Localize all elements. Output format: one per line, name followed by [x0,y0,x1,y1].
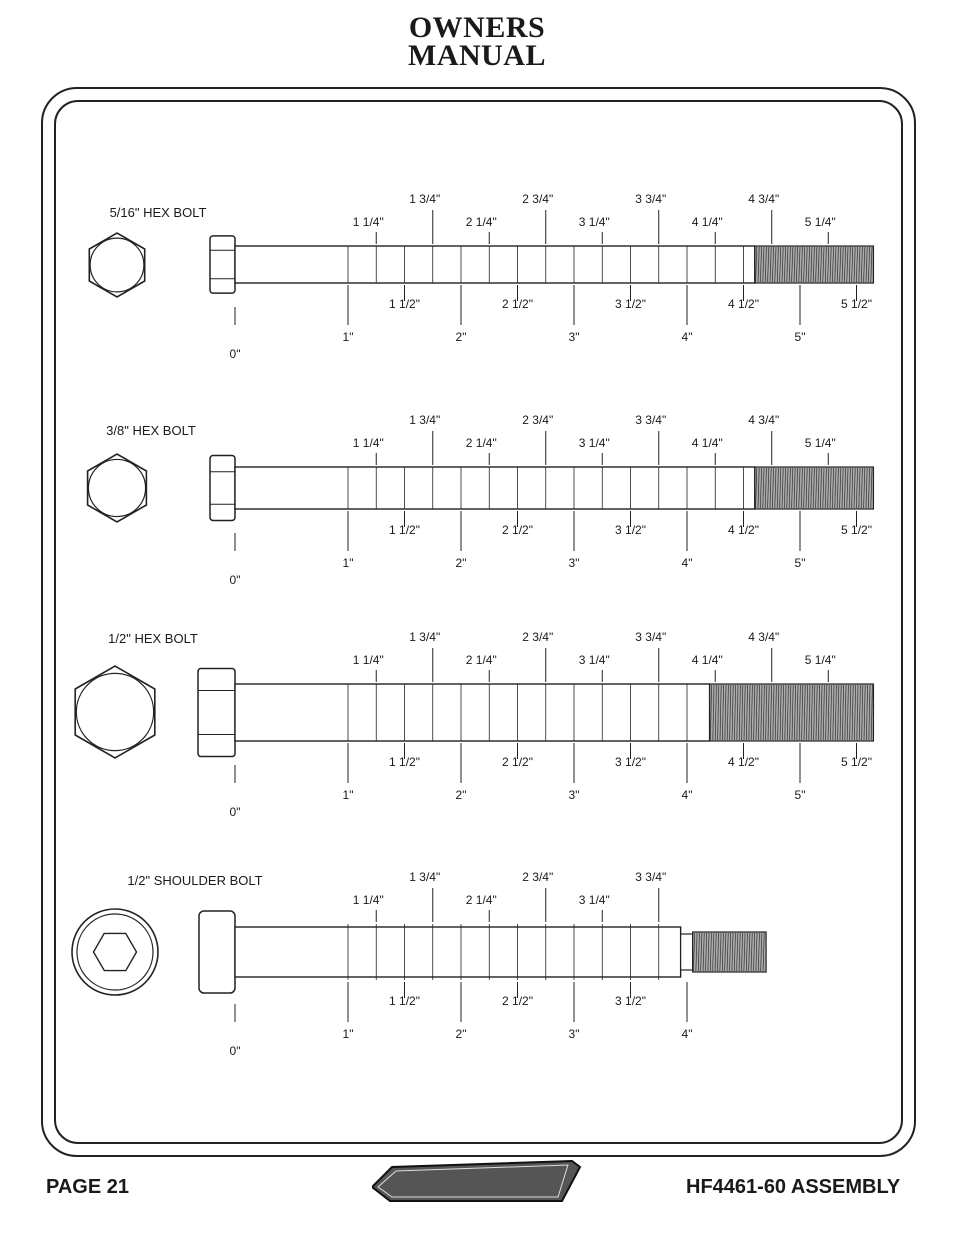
quarter-inch-label: 5 1/4" [804,436,836,450]
three-quarter-inch-label: 2 3/4" [522,192,554,206]
half-inch-label: 1 1/2" [389,297,420,311]
hoist-logo [372,1155,582,1207]
whole-inch-label: 4" [681,330,693,344]
quarter-inch-label: 2 1/4" [465,893,497,907]
whole-inch-label: 0" [229,573,241,587]
whole-inch-label: 0" [229,1044,241,1058]
whole-inch-label: 3" [568,330,580,344]
whole-inch-label: 5" [794,788,806,802]
quarter-inch-label: 2 1/4" [465,653,497,667]
bolt-figure-3 [75,630,873,819]
whole-inch-label: 3" [568,556,580,570]
three-quarter-inch-label: 4 3/4" [748,630,780,644]
whole-inch-label: 3" [568,1027,580,1041]
half-inch-label: 2 1/2" [502,755,533,769]
quarter-inch-label: 1 1/4" [352,436,384,450]
half-inch-label: 3 1/2" [615,755,646,769]
whole-inch-label: 0" [229,805,241,819]
hex-head-end-view-icon [75,666,155,758]
quarter-inch-label: 5 1/4" [804,653,836,667]
whole-inch-label: 5" [794,330,806,344]
bolt-shank [235,467,755,509]
whole-inch-label: 1" [342,330,354,344]
half-inch-label: 5 1/2" [841,523,872,537]
three-quarter-inch-label: 1 3/4" [409,413,441,427]
bolt-figure-1 [89,192,873,361]
three-quarter-inch-label: 2 3/4" [522,630,554,644]
bolt-shank [235,246,755,283]
bolt-shank [235,684,710,741]
bolt-title: 3/8" HEX BOLT [106,423,196,438]
half-inch-label: 5 1/2" [841,755,872,769]
quarter-inch-label: 4 1/4" [691,436,723,450]
three-quarter-inch-label: 1 3/4" [409,192,441,206]
bolt-figure-4 [72,870,766,1058]
three-quarter-inch-label: 2 3/4" [522,870,554,884]
quarter-inch-label: 3 1/4" [578,893,610,907]
whole-inch-label: 2" [455,556,467,570]
whole-inch-label: 5" [794,556,806,570]
bolt-title: 1/2" HEX BOLT [108,631,198,646]
half-inch-label: 2 1/2" [502,297,533,311]
hex-head-end-view-icon [88,454,147,522]
half-inch-label: 2 1/2" [502,994,533,1008]
whole-inch-label: 1" [342,556,354,570]
three-quarter-inch-label: 3 3/4" [635,192,667,206]
half-inch-label: 1 1/2" [389,994,420,1008]
quarter-inch-label: 4 1/4" [691,653,723,667]
quarter-inch-label: 5 1/4" [804,215,836,229]
three-quarter-inch-label: 4 3/4" [748,192,780,206]
half-inch-label: 3 1/2" [615,523,646,537]
hex-head-end-view-icon [89,233,144,297]
quarter-inch-label: 2 1/4" [465,215,497,229]
bolt-figure-2 [88,413,874,587]
whole-inch-label: 1" [342,1027,354,1041]
half-inch-label: 4 1/2" [728,523,759,537]
bolt-neck [681,934,693,970]
manual-title-line-1: OWNERS [408,11,546,44]
bolt-head [210,236,235,293]
three-quarter-inch-label: 3 3/4" [635,630,667,644]
quarter-inch-label: 4 1/4" [691,215,723,229]
half-inch-label: 3 1/2" [615,297,646,311]
half-inch-label: 4 1/2" [728,297,759,311]
bolt-head [210,456,235,521]
whole-inch-label: 2" [455,330,467,344]
whole-inch-label: 2" [455,788,467,802]
page-number: PAGE 21 [46,1176,129,1198]
quarter-inch-label: 3 1/4" [578,653,610,667]
quarter-inch-label: 3 1/4" [578,215,610,229]
bolt-shank [235,927,681,977]
bolt-head [199,911,235,993]
quarter-inch-label: 2 1/4" [465,436,497,450]
half-inch-label: 3 1/2" [615,994,646,1008]
bolt-title: 1/2" SHOULDER BOLT [127,873,263,888]
quarter-inch-label: 1 1/4" [352,893,384,907]
bolt-head [198,668,235,756]
bolt-thread [710,684,874,741]
three-quarter-inch-label: 1 3/4" [409,870,441,884]
quarter-inch-label: 3 1/4" [578,436,610,450]
three-quarter-inch-label: 1 3/4" [409,630,441,644]
three-quarter-inch-label: 3 3/4" [635,413,667,427]
whole-inch-label: 4" [681,1027,693,1041]
whole-inch-label: 0" [229,347,241,361]
whole-inch-label: 4" [681,788,693,802]
document-id: HF4461-60 ASSEMBLY [686,1176,901,1198]
bolt-title: 5/16" HEX BOLT [109,205,207,220]
half-inch-label: 4 1/2" [728,755,759,769]
quarter-inch-label: 1 1/4" [352,653,384,667]
quarter-inch-label: 1 1/4" [352,215,384,229]
whole-inch-label: 2" [455,1027,467,1041]
whole-inch-label: 3" [568,788,580,802]
half-inch-label: 1 1/2" [389,755,420,769]
whole-inch-label: 1" [342,788,354,802]
half-inch-label: 1 1/2" [389,523,420,537]
manual-title-line-2: MANUAL [408,39,546,72]
three-quarter-inch-label: 4 3/4" [748,413,780,427]
three-quarter-inch-label: 2 3/4" [522,413,554,427]
three-quarter-inch-label: 3 3/4" [635,870,667,884]
half-inch-label: 5 1/2" [841,297,872,311]
half-inch-label: 2 1/2" [502,523,533,537]
whole-inch-label: 4" [681,556,693,570]
